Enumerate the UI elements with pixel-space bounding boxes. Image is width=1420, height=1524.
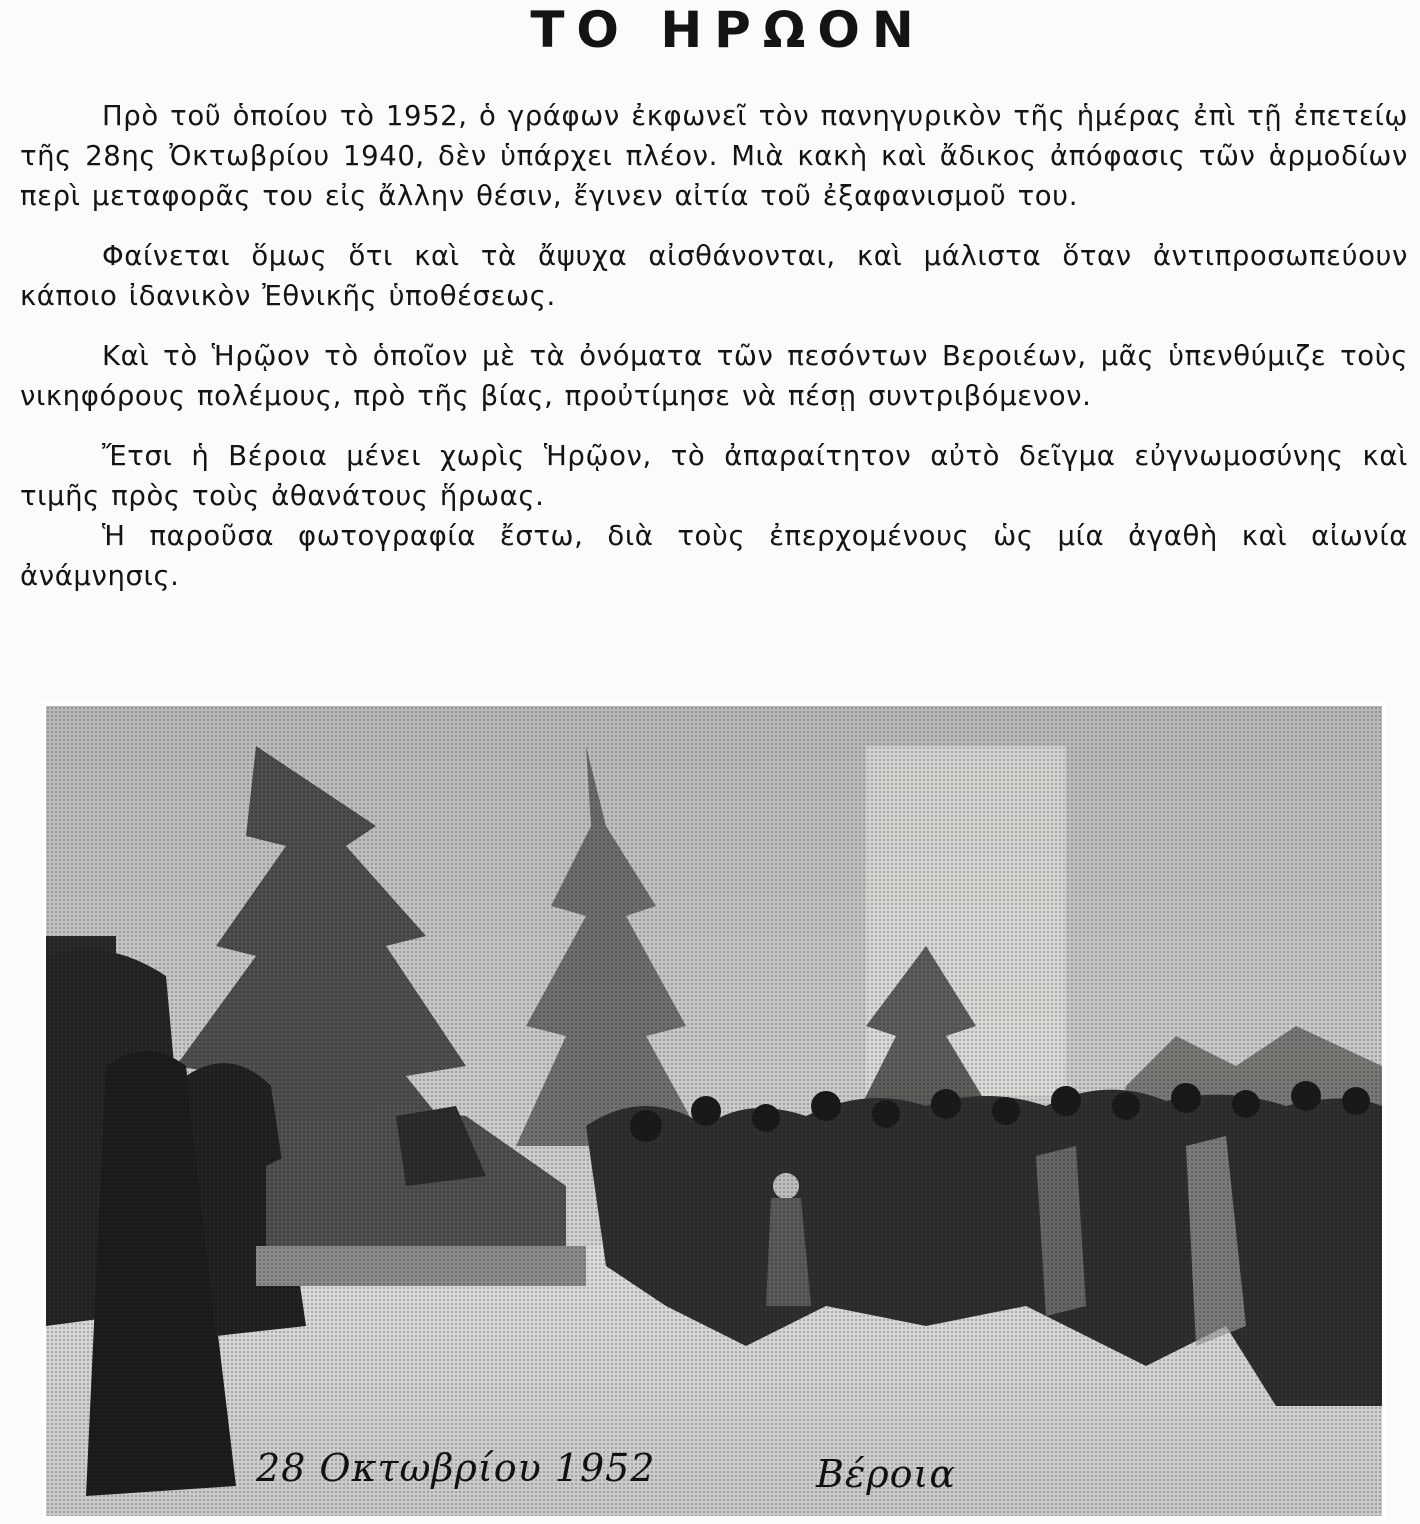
paragraph-text: Ἔτσι ἡ Βέροια μένει χωρὶς Ἡρῷον, τὸ ἀπαραίτητον αὐτὸ δεῖγμα εὐγνωμοσύνης καὶ τιμῆς πρὸς τοὺς ἀθανάτους ἥρωας. bbox=[20, 440, 1408, 512]
photo-frame bbox=[42, 702, 1386, 1520]
paragraph-text: Ἡ παροῦσα φωτογραφία ἔστω, διὰ τοὺς ἐπερχομένους ὡς μία ἀγαθὴ καὶ αἰωνία ἀνάμνησις. bbox=[20, 520, 1408, 592]
paragraph bbox=[20, 336, 1408, 416]
paragraph bbox=[20, 96, 1408, 216]
photo-caption-place: Βέροια bbox=[816, 1452, 957, 1496]
paragraph-text: Καὶ τὸ Ἡρῷον τὸ ὁποῖον μὲ τὰ ὀνόματα τῶν πεσόντων Βεροιέων, μᾶς ὑπενθύμιζε τοὺς νικηφόρους πολέμους, πρὸ τῆς βίας, προὐτίμησε νὰ πέσῃ συντριβόμενον. bbox=[20, 340, 1408, 412]
paragraph bbox=[20, 516, 1408, 596]
memorial-photograph bbox=[46, 706, 1382, 1516]
page-title: ΤΟ ΗΡΩΟΝ bbox=[530, 1, 926, 59]
paragraph bbox=[20, 236, 1408, 316]
article-body bbox=[20, 96, 1408, 596]
photo-caption-date: 28 Οκτωβρίου 1952 bbox=[256, 1446, 656, 1490]
paragraph-text: Φαίνεται ὅμως ὅτι καὶ τὰ ἄψυχα αἰσθάνονται, καὶ μάλιστα ὅταν ἀντιπροσωπεύουν κάποιο ἰδανικὸν Ἐθνικῆς ὑποθέσεως. bbox=[20, 240, 1408, 312]
paragraph-text: Πρὸ τοῦ ὁποίου τὸ 1952, ὁ γράφων ἐκφωνεῖ τὸν πανηγυρικὸν τῆς ἡμέρας ἐπὶ τῇ ἐπετείῳ τῆς 28ης Ὀκτωβρίου 1940, δὲν ὑπάρχει πλέον. Μιὰ κακὴ καὶ ἄδικος ἀπόφασις τῶν ἁρμοδίων περὶ μεταφορᾶς του εἰς ἄλλην θέσιν, ἔγινεν αἰτία τοῦ ἐξαφανισμοῦ του. bbox=[20, 100, 1408, 212]
paragraph bbox=[20, 436, 1408, 516]
